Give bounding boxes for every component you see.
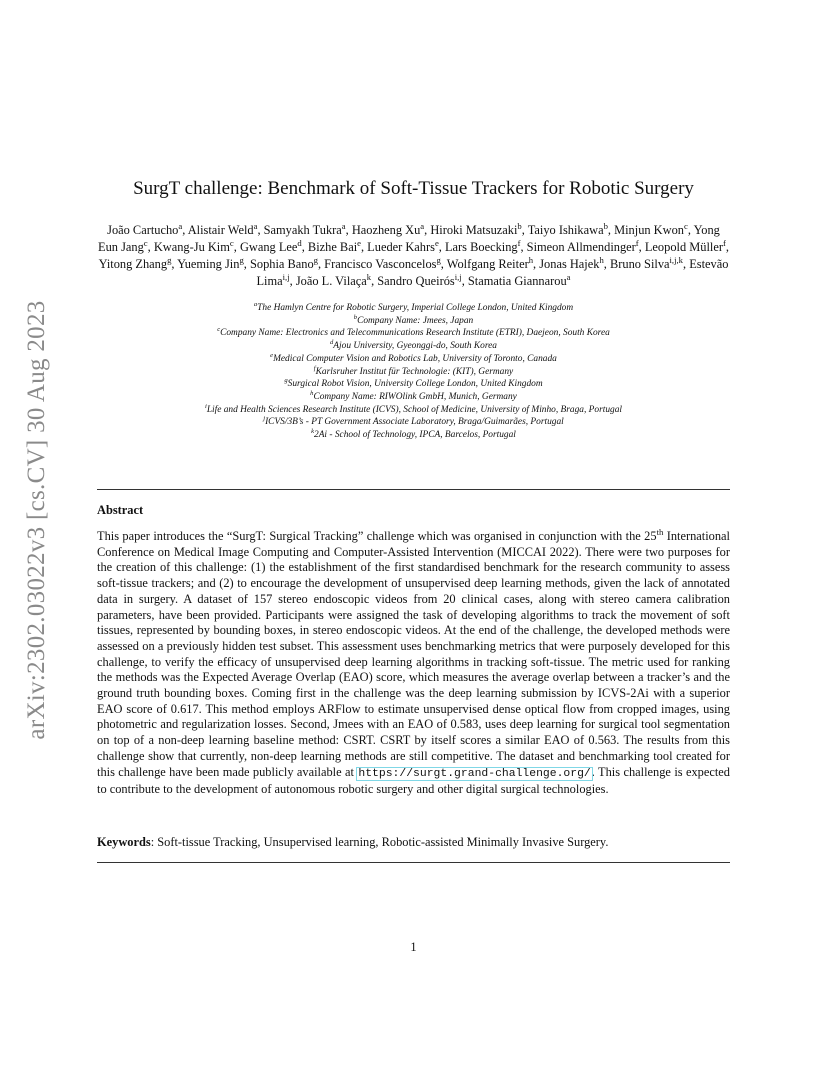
affiliation-text: The Hamlyn Centre for Robotic Surgery, Imperial College London, United Kingdom: [257, 303, 574, 313]
page-number: 1: [410, 940, 417, 954]
author-list: João Cartucho$^a$, Alistair Weld$^a$, Samyakh Tukra$^a$, Haozheng Xu$^a$, Hiroki Matsuzaki$^b$, Taiyo Ishikawa$^b$, Minjun Kwon$^c$, Yong Eun Jang$^c$, Kwang-Ju Kim$^c$, Gwang Lee$^d$, Bizhe Bai$^e$, Lueder Kahrs$^e$, Lars Boecking$^f$, Simeon Allmendinger$^f$, Leopold Müller$^f$, Yitong Zhang$^g$, Yueming Jin$^g$, Sophia Bano$^g$, Francisco Vasconcelos$^g$, Wolfgang Reiter$^h$, Jonas Hajek$^h$, Bruno Silva$^{i,j,k}$, Estevão Lima$^{i,j}$, João L. Vilaça$^k$, Sandro Queirós$^{i,j}$, Stamatia Giannarou$^a$: [98, 220, 729, 288]
affiliation-line: [97, 416, 730, 429]
abstract-text-end: . This challenge is expected to contribute to the development of autonomous robotic surgery and other digital surgical technologies.: [97, 764, 730, 797]
affiliation-text: Company Name: Electronics and Telecommunications Research Institute (ETRI), Daejeon, South Korea: [220, 328, 610, 339]
affiliation-list: [97, 302, 730, 442]
affiliation-marker: j: [263, 415, 266, 423]
arxiv-identifier: arXiv:2302.03022v3 [cs.CV] 30 Aug 2023: [23, 300, 50, 740]
affiliation-line: [97, 391, 730, 404]
affiliation-line: [97, 302, 730, 315]
abstract-text: This paper introduces the “SurgT: Surgical Tracking” challenge which was organised in conjunction with the 25th International Conference on Medical Image Computing and Computer-Assisted Intervention (MICCAI 2022). There were two purposes for the creation of this challenge: (1) the establishment of the first standardised benchmark for the research community to assess soft-tissue trackers; and (2) to encourage the development of unsupervised deep learning methods, given the lack of annotated data in surgery. A dataset of 157 stereo endoscopic videos from 20 clinical cases, along with stereo camera calibration parameters, have been provided. Participants were assigned the task of developing algorithms to track the movement of soft tissues, represented by bounding boxes, in stereo endoscopic videos. At the end of the challenge, the developed methods were assessed on a previously hidden test subset. This assessment uses benchmarking metrics that were purposely developed for this challenge, to verify the efficacy of unsupervised deep learning algorithms in tracking soft-tissue. The metric used for ranking the methods was the Expected Average Overlap (EAO) score, which measures the average overlap between a tracker’s and the ground truth bounding boxes. Coming first in the challenge was the deep learning submission by ICVS-2Ai with a superior EAO score of 0.617. This method employs ARFlow to estimate unsupervised dense optical flow from cropped images, using photometric and regularization losses. Second, Jmees with an EAO of 0.583, uses deep learning for surgical tool segmentation on top of a non-deep learning baseline method: CSRT. CSRT by itself scores a similar EAO of 0.563. The results from this challenge show that currently, non-deep learning methods are still competitive. The dataset and benchmarking tool created for this challenge have been made publicly available at: [97, 526, 730, 779]
affiliation-marker: d: [330, 338, 334, 346]
affiliation-marker: b: [353, 313, 358, 321]
keywords-label: Keywords: [97, 835, 151, 849]
top-rule: [97, 489, 730, 490]
affiliation-text: Medical Computer Vision and Robotics Lab, University of Toronto, Canada: [273, 353, 557, 364]
affiliation-line: [97, 378, 730, 391]
affiliation-line: [97, 327, 730, 340]
affiliation-marker: i: [204, 402, 207, 410]
affiliation-line: [97, 353, 730, 366]
abstract-body: [97, 526, 730, 798]
paper-title: SurgT challenge: Benchmark of Soft-Tissue Trackers for Robotic Surgery: [133, 178, 694, 199]
affiliation-text: ICVS/3B’s - PT Government Associate Laboratory, Braga/Guimarães, Portugal: [265, 417, 564, 428]
bottom-rule: [97, 862, 730, 863]
affiliation-line: [97, 404, 730, 417]
affiliation-marker: c: [217, 326, 221, 334]
affiliation-line: [97, 340, 730, 353]
affiliation-text: Life and Health Sciences Research Institute (ICVS), School of Medicine, University of Minho, Braga, Portugal: [206, 404, 623, 415]
affiliation-text: Company Name: RIWOlink GmbH, Munich, Germany: [313, 391, 517, 402]
abstract-heading: Abstract: [97, 503, 144, 517]
affiliation-text: Surgical Robot Vision, University College London, United Kingdom: [287, 379, 543, 390]
keywords: [97, 835, 730, 850]
affiliation-line: [97, 366, 730, 379]
affiliation-marker: g: [284, 377, 288, 385]
affiliation-text: 2Ai - School of Technology, IPCA, Barcelos, Portugal: [314, 430, 516, 441]
keywords-text: : Soft-tissue Tracking, Unsupervised learning, Robotic-assisted Minimally Invasive Surgery.: [150, 835, 609, 849]
affiliation-marker: k: [311, 427, 315, 435]
affiliation-line: [97, 429, 730, 442]
challenge-link[interactable]: https://surgt.grand-challenge.org/: [358, 767, 591, 780]
affiliation-marker: f: [313, 364, 316, 372]
affiliation-text: Karlsruher Institut für Technologie: (KIT), Germany: [315, 366, 514, 377]
affiliation-line: [97, 315, 730, 328]
affiliation-marker: h: [310, 389, 314, 397]
arxiv-sidebar: [12, 0, 62, 1072]
affiliation-marker: e: [270, 351, 274, 359]
affiliation-text: Ajou University, Gyeonggi-do, South Korea: [333, 341, 497, 352]
affiliation-text: Company Name: Jmees, Japan: [357, 315, 474, 326]
affiliation-marker: a: [253, 300, 258, 308]
